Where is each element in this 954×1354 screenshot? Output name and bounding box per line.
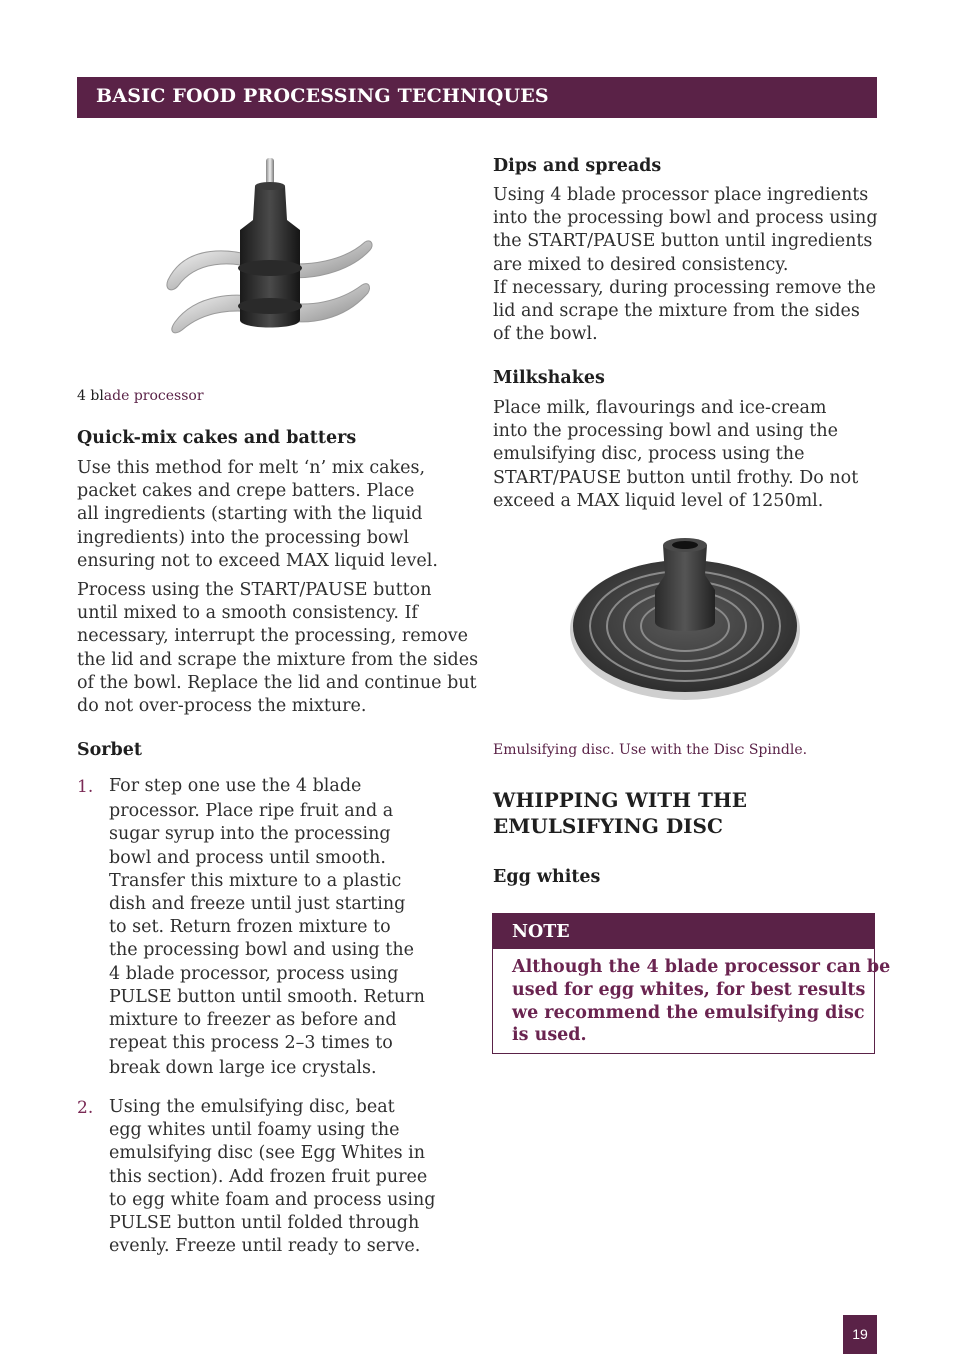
text-line: until mixed to a smooth consistency. If <box>77 603 418 624</box>
text-line: this section). Add frozen fruit puree <box>109 1166 428 1187</box>
text-line: ensuring not to exceed MAX liquid level. <box>77 550 438 571</box>
sorbet-item-2-text <box>109 1096 435 1258</box>
note-box <box>492 913 891 1054</box>
text-line: emulsifying disc, process using the <box>493 444 805 465</box>
sorbet-item-1-number: 1. <box>77 777 94 797</box>
sorbet-heading: Sorbet <box>77 740 142 760</box>
text-line: processor. Place ripe fruit and a <box>109 801 394 822</box>
blade-caption <box>77 388 204 404</box>
quickmix-para-1 <box>77 457 438 573</box>
text-line: Using 4 blade processor place ingredients <box>493 185 869 205</box>
blade-caption-rest: ade processor <box>103 388 204 404</box>
text-line: to egg white foam and process using <box>109 1189 436 1210</box>
text-line: exceed a MAX liquid level of 1250ml. <box>493 490 824 511</box>
quickmix-heading: Quick-mix cakes and batters <box>77 428 357 448</box>
dips-text <box>493 184 878 346</box>
text-line: Using the emulsifying disc, beat <box>109 1097 395 1117</box>
text-line: egg whites until foamy using the <box>109 1120 400 1141</box>
milkshakes-heading: Milkshakes <box>493 368 605 388</box>
text-line: of the bowl. <box>493 324 598 345</box>
text-line: repeat this process 2–3 times to <box>109 1033 393 1054</box>
note-header <box>493 914 874 949</box>
section-banner <box>77 77 877 118</box>
whipping-heading <box>493 787 747 839</box>
text-line: do not over-process the mixture. <box>77 696 367 717</box>
text-line: the processing bowl and using the <box>109 940 414 961</box>
text-line: Transfer this mixture to a plastic <box>109 870 402 891</box>
egg-whites-heading: Egg whites <box>493 867 601 887</box>
note-title: NOTE <box>512 922 570 942</box>
text-line: of the bowl. Replace the lid and continue but <box>77 672 477 693</box>
text-line: into the processing bowl and process using <box>493 208 878 229</box>
section-title: BASIC FOOD PROCESSING TECHNIQUES <box>96 85 549 107</box>
text-line: dish and freeze until just starting <box>109 894 406 915</box>
text-line: are mixed to desired consistency. <box>493 254 789 275</box>
emulsifying-disc-image <box>565 530 805 710</box>
text-line: lid and scrape the mixture from the sides <box>493 301 860 322</box>
text-line: emulsifying disc (see Egg Whites in <box>109 1143 426 1164</box>
text-line: ingredients) into the processing bowl <box>77 527 410 548</box>
blade-processor-image <box>160 150 380 350</box>
text-line: is used. <box>512 1025 587 1046</box>
text-line: Although the 4 blade processor can be <box>512 957 891 977</box>
text-line: If necessary, during processing remove the <box>493 277 876 298</box>
text-line: the lid and scrape the mixture from the sides <box>77 649 479 670</box>
text-line: mixture to freezer as before and <box>109 1010 397 1031</box>
text-line: into the processing bowl and using the <box>493 421 838 442</box>
sorbet-item-2-number: 2. <box>77 1098 94 1118</box>
quickmix-para-2 <box>77 579 478 718</box>
text-line: sugar syrup into the processing <box>109 824 391 845</box>
text-line: PULSE button until smooth. Return <box>109 986 425 1007</box>
text-line: Use this method for melt ‘n’ mix cakes, <box>77 458 426 478</box>
blade-caption-prefix: 4 bl <box>77 388 104 404</box>
heading-line: EMULSIFYING DISC <box>493 814 723 838</box>
note-body <box>512 956 890 1047</box>
text-line: PULSE button until folded through <box>109 1213 420 1234</box>
text-line: bowl and process until smooth. <box>109 847 386 868</box>
text-line: START/PAUSE button until frothy. Do not <box>493 467 859 488</box>
text-line: necessary, interrupt the processing, remove <box>77 626 469 647</box>
page-number: 19 <box>852 1326 868 1342</box>
text-line: used for egg whites, for best results <box>512 979 866 1000</box>
text-line: Place milk, flavourings and ice-cream <box>493 398 827 418</box>
page-number-badge <box>843 1315 877 1354</box>
sorbet-item-1-text <box>109 775 425 1081</box>
disc-caption: Emulsifying disc. Use with the Disc Spindle. <box>493 742 808 758</box>
text-line: to set. Return frozen mixture to <box>109 917 391 938</box>
milkshakes-text <box>493 397 858 513</box>
text-line: For step one use the 4 blade <box>109 776 362 796</box>
text-line: we recommend the emulsifying disc <box>512 1002 865 1023</box>
text-line: all ingredients (starting with the liquid <box>77 504 423 525</box>
text-line: Process using the START/PAUSE button <box>77 580 432 600</box>
heading-line: WHIPPING WITH THE <box>493 788 748 812</box>
text-line: break down large ice crystals. <box>109 1058 377 1079</box>
text-line: 4 blade processor, process using <box>109 963 399 984</box>
text-line: packet cakes and crepe batters. Place <box>77 481 415 502</box>
dips-heading: Dips and spreads <box>493 156 662 176</box>
text-line: the START/PAUSE button until ingredients <box>493 231 873 252</box>
text-line: evenly. Freeze until ready to serve. <box>109 1236 421 1257</box>
